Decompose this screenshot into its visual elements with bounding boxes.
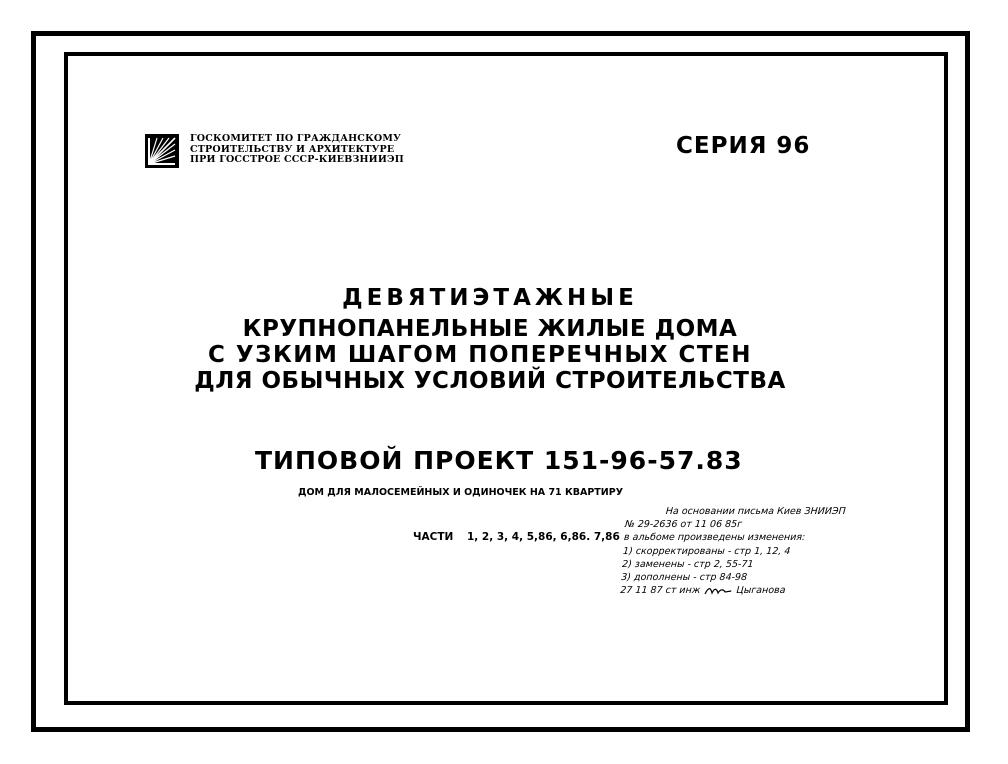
note-line: в альбоме произведены изменения:: [623, 532, 806, 544]
note-signature-line: [620, 584, 841, 597]
parts-values: 1, 2, 3, 4, 5,86, 6,86. 7,86: [466, 531, 620, 543]
note-line: 1) скорректированы - стр 1, 12, 4: [622, 545, 791, 557]
note-line: 3) дополнены - стр 84-98: [620, 572, 748, 584]
project-number: ТИПОВОЙ ПРОЕКТ 151-96-57.83: [255, 446, 743, 475]
signature-icon: [703, 586, 734, 596]
house-description: ДОМ ДЛЯ МАЛОСЕМЕЙНЫХ И ОДИНОЧЕК НА 71 КВАРТИРУ: [298, 487, 624, 498]
title-line-3: С УЗКИМ ШАГОМ ПОПЕРЕЧНЫХ СТЕН: [208, 342, 752, 368]
title-line-4: ДЛЯ ОБЫЧНЫХ УСЛОВИЙ СТРОИТЕЛЬСТВА: [194, 368, 786, 394]
series-label: СЕРИЯ 96: [676, 133, 811, 159]
note-date: 27 11 87 ст инж: [619, 585, 701, 597]
title-line-1: ДЕВЯТИЭТАЖНЫЕ: [342, 285, 638, 311]
organization-line: СТРОИТЕЛЬСТВУ И АРХИТЕКТУРЕ: [190, 143, 395, 155]
organization-line: ПРИ ГОССТРОЕ СССР-КИЕВЗНИИЭП: [190, 154, 404, 165]
parts-label: ЧАСТИ: [413, 531, 454, 543]
note-line: На основании письма Киев ЗНИИЭП: [665, 506, 847, 517]
institute-logo-icon: [145, 134, 179, 168]
title-line-2: КРУПНОПАНЕЛЬНЫЕ ЖИЛЫЕ ДОМА: [242, 316, 738, 342]
note-line: 2) заменены - стр 2, 55-71: [621, 558, 754, 570]
parts-line: [413, 531, 620, 543]
handwritten-note: [620, 505, 846, 597]
note-line: № 29-2636 от 11 06 85г: [624, 519, 743, 531]
organization-line: ГОСКОМИТЕТ ПО ГРАЖДАНСКОМУ: [190, 133, 402, 144]
note-signer: Цыганова: [735, 585, 786, 597]
organization-block: [190, 134, 404, 166]
